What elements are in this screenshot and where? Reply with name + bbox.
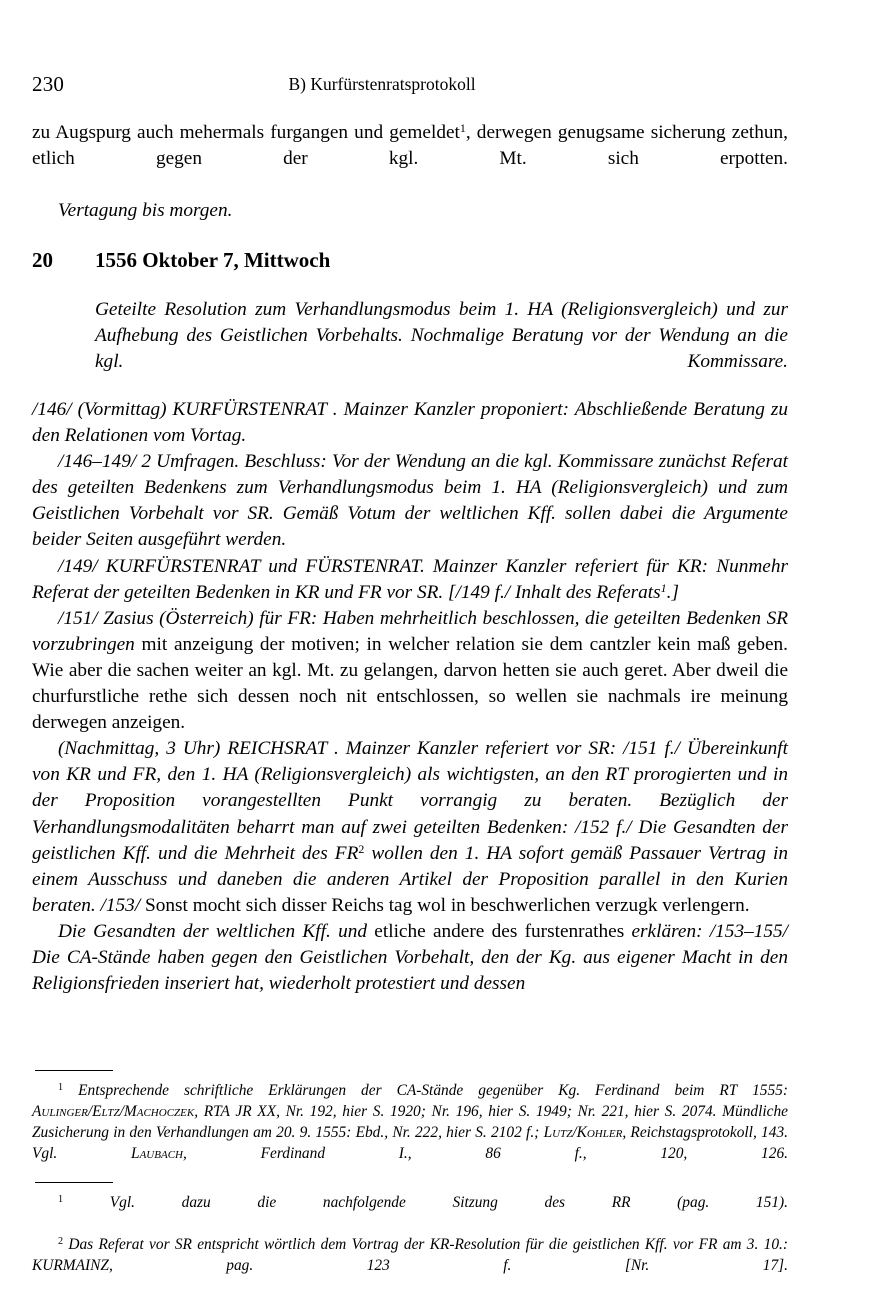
paragraph-weltliche-kff [32,919,788,997]
carryover-text [32,120,788,198]
footnote-rule-upper [35,1070,113,1071]
weltliche-roman-mid: etliche andere des furstenrathes [374,920,625,942]
footnote-upper-1-text-b: , RTA JR XX, Nr. 192, hier S. 1920; Nr. 196, hier S. 1949; Nr. 221, hier S. 2074. Mündliche Zusicherung in den Verhandlungen am 20. 9. 1555: Ebd., Nr. 222, hier S. 2102 f.; [32,1103,788,1142]
footnote-rule-lower [35,1182,113,1183]
footnote-upper-1-authors-1: Aulinger/Eltz/Machoczek [32,1103,195,1121]
zasius-italic-lead: /151/ Zasius (Österreich) für FR: Haben mehrheitlich beschlossen, die geteilten Bedenken SR vorzubringen [32,607,788,655]
running-head-title: B) Kurfürstenratsprotokoll [288,74,476,94]
footnote-reference-3: 2 [358,841,365,856]
footnote-lower-1-text: Vgl. dazu die nachfolgende Sitzung des RR (pag. 151). [109,1194,788,1211]
footnote-upper-1-authors-3: Laubach [131,1145,183,1163]
section-heading [32,247,788,273]
reichsrat-text-b: wollen den 1. HA sofort gemäß Passauer Vertrag in einem Ausschuss und daneben die anderen Artikel der Proposition parallel in den Kurien beraten. /153/ [32,842,789,916]
weltliche-italic-lead: Die Gesandten der weltlichen Kff. und [58,920,367,942]
footnote-upper-1-text-a: Entsprechende schriftliche Erklärungen der CA-Stände gegenüber Kg. Ferdinand beim RT 1555: [78,1082,788,1099]
adjournment-note: Vertagung bis morgen. [58,200,233,222]
paragraph-149-text-b: .] [666,581,679,603]
footnote-lower-2 [32,1234,788,1297]
paragraph-146: /146/ (Vormittag) KURFÜRSTENRAT . Mainzer Kanzler proponiert: Abschließende Beratung zu den Relationen vom Vortag. [32,399,788,447]
section-regest: Geteilte Resolution zum Verhandlungsmodus beim 1. HA (Religionsvergleich) und zur Aufhebung des Geistlichen Vorbehalts. Nochmalige Beratung vor der Wendung an die kgl. Kommissare. [95,299,788,373]
folio-number: 230 [32,72,65,96]
weltliche-italic-tail: erklären: /153–155/ Die CA-Stände haben gegen den Geistlichen Vorbehalt, den der Kg. aus eigener Macht in den Religionsfrieden inseriert hat, wiederholt protestiert und dessen [32,920,789,995]
carryover-paragraph [32,120,788,224]
footnote-upper-1-text-c: , Reichstagsprotokoll, 143. Vgl. [32,1124,788,1163]
footnote-upper-1-authors-2: Lutz/Kohler [543,1124,623,1142]
footnote-reference-2: 1 [660,580,667,595]
section-number: 20 [32,248,53,272]
footnote-block-lower [32,1192,788,1297]
footnote-number: 1 [58,1193,64,1205]
carryover-text-part-a: zu Augspurg auch mehermals furgangen und gemeldet [32,122,460,143]
footnote-number: 1 [58,1081,64,1093]
paragraph-146-149: /146–149/ 2 Umfragen. Beschluss: Vor der Wendung an die kgl. Kommissare zunächst Referat des geteilten Bedenkens zum Verhandlungsmodus beim 1. HA (Religionsvergleich) und zum Geistlichen Vorbehalt vor SR. Gemäß Votum der weltlichen Kff. sollen dabei die Argumente beider Seiten ausgeführt werden. [32,451,788,551]
paragraph-reichsrat [32,736,788,919]
section-title: 1556 Oktober 7, Mittwoch [95,248,331,272]
reichsrat-roman-source: Sonst mocht sich disser Reichs tag wol in beschwerlichen verzugk verlengern. [145,894,750,916]
paragraph-149 [32,554,788,606]
protocol-body [32,397,788,997]
reichsrat-text-a: (Nachmittag, 3 Uhr) REICHSRAT . Mainzer Kanzler referiert vor SR: /151 f./ Übereinkunft von KR und FR, den 1. HA (Religionsvergleich) als wichtigsten, an den RT prorogierten und in der Proposition vorangestellten Punkt vorrangig zu beraten. Bezüglich der Verhandlungsmodalitäten beharrt man auf zwei geteilten Bedenken: /152 f./ Die Gesandten der geistlichen Kff. und die Mehrheit des FR [32,738,788,864]
footnote-number: 2 [58,1236,64,1248]
zasius-roman-source: mit anzeigung der motiven; in welcher relation sie dem cantzler kein maß geben. Wie aber die sachen weiter an kgl. Mt. zu gelangen, darvon hetten sie auch geret. Aber dweil die churfurstliche rethe sich dessen noch nit entschlossen, so wellen sie nachmals ire meinung derwegen anzeigen. [32,633,788,734]
footnote-upper-1-text-d: , Ferdinand I., 86 f., 120, 126. [182,1145,788,1163]
footnote-lower-2-text: Das Referat vor SR entspricht wörtlich dem Vortrag der KR-Resolution für die geistlichen Kff. vor FR am 3. 10.: KURMAINZ, pag. 123 f. [Nr. 17]. [32,1236,789,1275]
paragraph-151-zasius [32,606,788,736]
footnote-lower-1 [32,1192,788,1234]
footnote-upper-1 [32,1080,788,1185]
carryover-text-part-b: , derwegen genugsame sicherung zethun, etlich gegen der kgl. Mt. sich erpotten. [32,122,788,170]
paragraph-149-text-a: /149/ KURFÜRSTENRAT und FÜRSTENRAT. Mainzer Kanzler referiert für KR: Nunmehr Referat der geteilten Bedenken in KR und FR vor SR. [/149 f./ Inhalt des Referats [32,555,788,603]
footnote-block-upper [32,1080,788,1185]
footnote-reference-1: 1 [459,120,466,135]
running-head [32,72,788,96]
